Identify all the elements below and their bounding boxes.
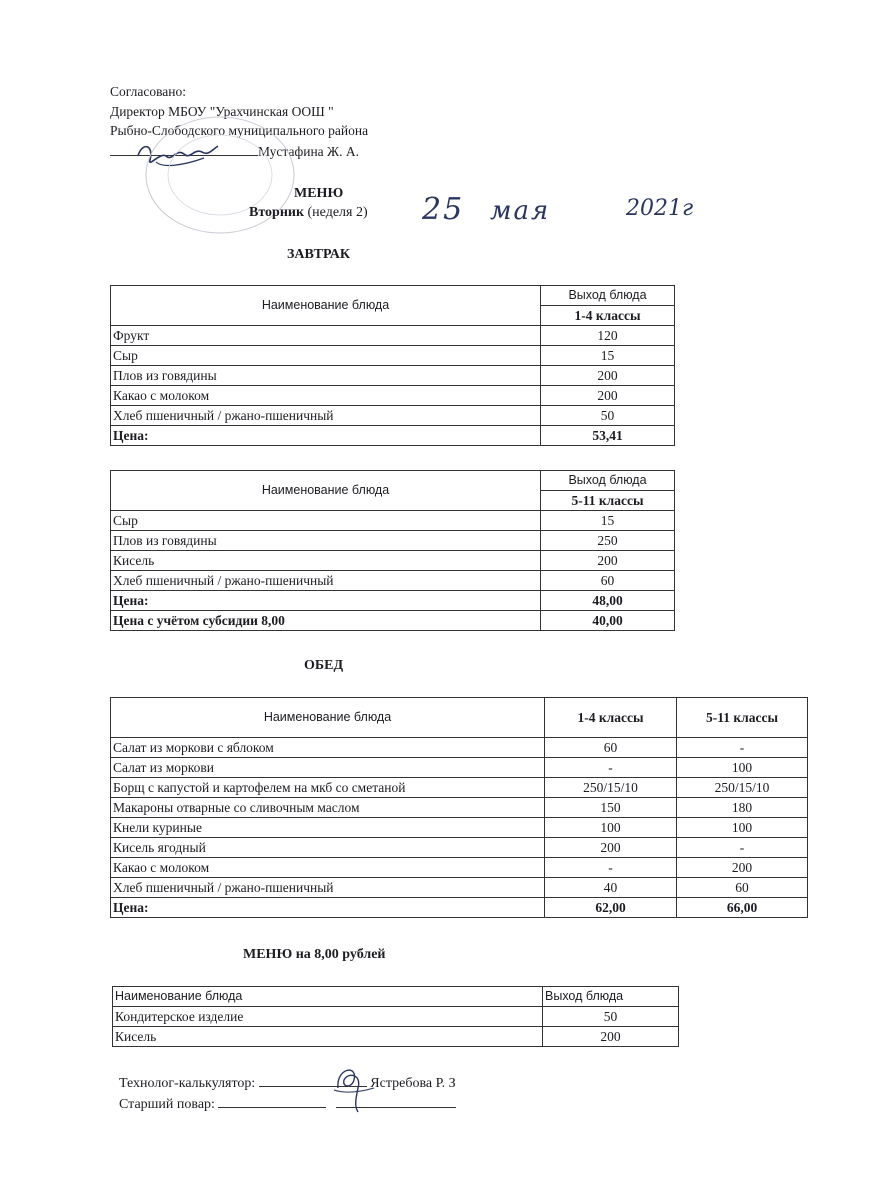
table-row [111,531,675,551]
dish-output-5-11: 60 [677,878,808,898]
col-group: 5-11 классы [541,491,675,511]
approval-district: Рыбно-Слободского муниципального района [110,123,369,138]
dish-name: Салат из моркови с яблоком [111,738,545,758]
table-row [111,406,675,426]
subsidy-price-row [111,611,675,631]
dish-name: Фрукт [111,326,541,346]
dish-name: Салат из моркови [111,758,545,778]
dish-output-1-4: 250/15/10 [545,778,677,798]
table-header-row [111,698,808,738]
dish-name: Хлеб пшеничный / ржано-пшеничный [111,571,541,591]
table-row [113,1007,679,1027]
dish-output-1-4: - [545,858,677,878]
table-row [111,346,675,366]
dish-name: Кондитерское изделие [113,1007,543,1027]
table-row [111,758,808,778]
table-row [111,366,675,386]
price-label: Цена: [111,426,541,446]
table-row [111,778,808,798]
dish-output-1-4: 60 [545,738,677,758]
lunch-title: ОБЕД [304,658,344,673]
dish-output: 200 [541,551,675,571]
price-row [111,898,808,918]
menu8-table [112,986,679,1047]
dish-name: Хлеб пшеничный / ржано-пшеничный [111,878,545,898]
menu-title: МЕНЮ [294,186,344,201]
price-label: Цена: [111,898,545,918]
dish-name: Плов из говядины [111,366,541,386]
price-label: Цена: [111,591,541,611]
table-row [111,551,675,571]
col-dish-name: Наименование блюда [111,698,545,738]
menu-day: Вторник [249,205,305,220]
price-row [111,591,675,611]
technologist-name: Ястребова Р. З [370,1076,456,1091]
dish-output-5-11: 180 [677,798,808,818]
technologist-row [119,1072,456,1093]
table-row [111,838,808,858]
dish-output: 120 [541,326,675,346]
price-value: 53,41 [541,426,675,446]
dish-name: Какао с молоком [111,858,545,878]
dish-output-5-11: - [677,738,808,758]
col-grade-5-11: 5-11 классы [677,698,808,738]
dish-name: Сыр [111,511,541,531]
dish-name: Сыр [111,346,541,366]
table-row [111,858,808,878]
dish-output-1-4: 40 [545,878,677,898]
price-value-5-11: 66,00 [677,898,808,918]
date-day: 25 [422,192,465,227]
price-value: 48,00 [541,591,675,611]
breakfast-title: ЗАВТРАК [287,247,351,262]
col-output: Выход блюда [541,286,675,306]
dish-output-5-11: 100 [677,818,808,838]
dish-output: 200 [541,386,675,406]
dish-output: 200 [541,366,675,386]
dish-output-5-11: 250/15/10 [677,778,808,798]
approval-label: Согласовано: [110,84,186,99]
dish-output: 15 [541,346,675,366]
dish-name: Кисель ягодный [111,838,545,858]
col-output: Выход блюда [541,471,675,491]
col-dish-name: Наименование блюда [111,471,541,511]
price-row [111,426,675,446]
table-header-row [113,987,679,1007]
dish-name: Какао с молоком [111,386,541,406]
dish-output-5-11: 100 [677,758,808,778]
dish-output: 15 [541,511,675,531]
technologist-signature [328,1058,378,1114]
dish-output: 250 [541,531,675,551]
cook-row [119,1093,456,1114]
technologist-label: Технолог-калькулятор: [119,1076,256,1091]
approval-director: Директор МБОУ "Урахчинская ООШ " [110,103,334,119]
lunch-table [110,697,808,918]
table-row [111,571,675,591]
dish-name: Макароны отварные со сливочным маслом [111,798,545,818]
breakfast-table-5-11 [110,470,675,631]
col-dish-name: Наименование блюда [113,987,543,1007]
cook-label: Старший повар: [119,1097,215,1112]
dish-output: 50 [543,1007,679,1027]
table-row [113,1027,679,1047]
table-row [111,818,808,838]
dish-output: 50 [541,406,675,426]
dish-output-1-4: 200 [545,838,677,858]
dish-output-5-11: 200 [677,858,808,878]
table-row [111,738,808,758]
dish-output-5-11: - [677,838,808,858]
dish-name: Кнели куриные [111,818,545,838]
dish-output: 60 [541,571,675,591]
table-row [111,511,675,531]
date-year: 2021г [626,196,694,221]
col-group: 1-4 классы [541,306,675,326]
subsidy-price-label: Цена с учётом субсидии 8,00 [111,611,541,631]
subsidy-price-value: 40,00 [541,611,675,631]
table-row [111,798,808,818]
dish-output-1-4: - [545,758,677,778]
table-row [111,878,808,898]
dish-name: Борщ с капустой и картофелем на мкб со сметаной [111,778,545,798]
dish-output-1-4: 150 [545,798,677,818]
date-month: мая [490,196,551,226]
cook-signature-line-1 [218,1093,326,1108]
col-output: Выход блюда [543,987,679,1007]
col-dish-name: Наименование блюда [111,286,541,326]
dish-name: Плов из говядины [111,531,541,551]
approval-name: Мустафина Ж. А. [258,143,359,159]
dish-output-1-4: 100 [545,818,677,838]
menu8-title: МЕНЮ на 8,00 рублей [243,947,386,962]
price-value-1-4: 62,00 [545,898,677,918]
col-grade-1-4: 1-4 классы [545,698,677,738]
table-header-row [111,286,675,306]
menu-day-line [249,205,368,221]
dish-output: 200 [543,1027,679,1047]
dish-name: Кисель [113,1027,543,1047]
table-row [111,326,675,346]
dish-name: Хлеб пшеничный / ржано-пшеничный [111,406,541,426]
menu-week: (неделя 2) [307,205,368,220]
table-row [111,386,675,406]
table-header-row [111,471,675,491]
dish-name: Кисель [111,551,541,571]
breakfast-table-1-4 [110,285,675,446]
